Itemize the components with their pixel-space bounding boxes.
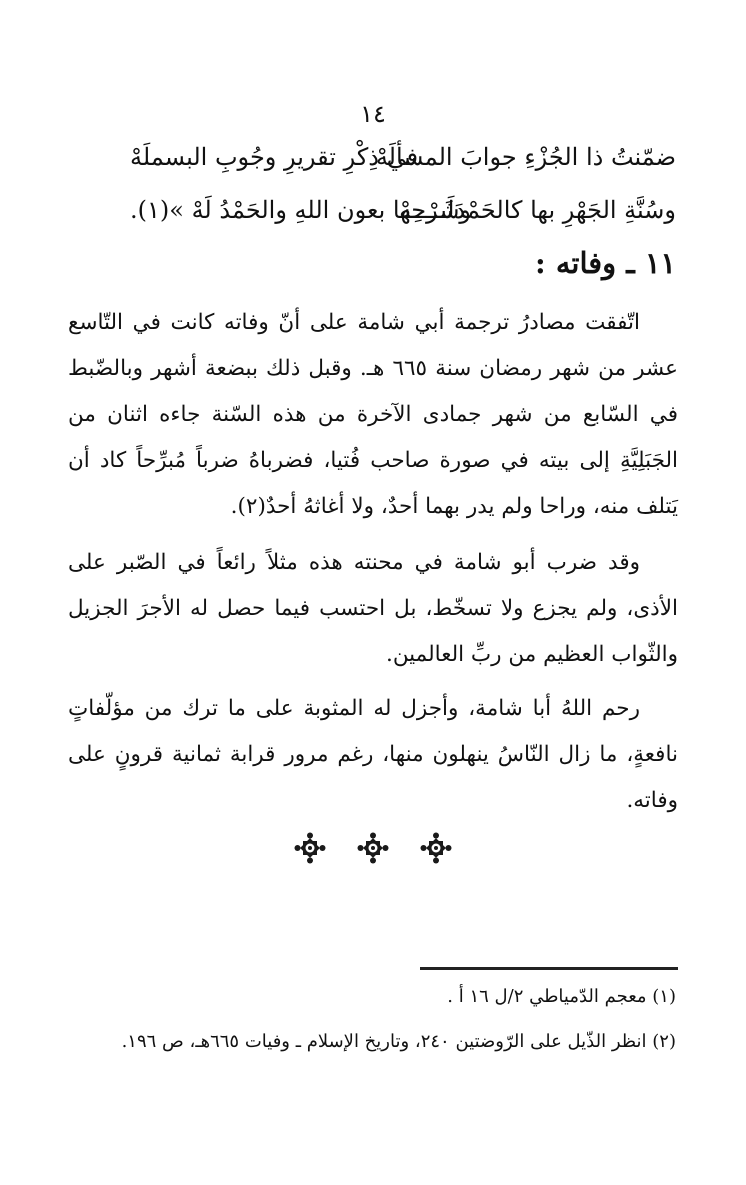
verse-second-hemistich: وشَرْحِها بعون اللهِ والحَمْدُ لَهْ »(١).	[130, 196, 472, 224]
footnote: (٢) انظر الذّيل على الرّوضتين ٢٤٠، وتاريخ الإسلام ـ وفيات ٦٦٥هـ، ص ١٩٦.	[121, 1031, 676, 1052]
section-divider-ornaments	[0, 832, 746, 864]
poem-verse	[70, 196, 676, 236]
body-paragraph: رحم اللهُ أبا شامة، وأجزل له المثوبة على ما ترك من مؤلّفاتٍ نافعةٍ، ما زال النّاسُ ينهلون منها، رغم مرور قرابة ثمانية قرونٍ على وفاته.	[68, 696, 678, 813]
flower-ornament-icon	[420, 832, 452, 864]
verse-second-hemistich: في ذِكْرِ تقريرِ وجُوبِ البسملَهْ	[130, 143, 419, 171]
flower-ornament-icon	[294, 832, 326, 864]
footnote: (١) معجم الدّمياطي ٢/ل ١٦ أ .	[447, 986, 676, 1007]
verse-first-hemistich: وسُنَّةِ الجَهْرِ بها كالحَمْدَلَـــــهْ	[399, 196, 676, 224]
poem-verse	[70, 143, 676, 183]
footnote-separator	[420, 967, 678, 970]
page-number: ١٤	[360, 100, 386, 128]
body-paragraph: اتّفقت مصادرُ ترجمة أبي شامة على أنّ وفاته كانت في التّاسع عشر من شهر رمضان سنة ٦٦٥ هـ. وقبل ذلك ببضعة أشهر وبالضّبط في السّابع من شهر جمادى الآخرة من هذه السّنة جاءه اثنان من الجَبَلِيَّةِ إلى بيته في صورة صاحب فُتيا، فضرباهُ ضرباً مُبرِّحاً كاد أن يَتلف منه، وراحا ولم يدر بهما أحدٌ، ولا أغاثهُ أحدٌ(٢).	[68, 310, 678, 519]
body-paragraph: وقد ضرب أبو شامة في محنته هذه مثلاً رائعاً في الصّبر على الأذى، ولم يجزع ولا تسخّط، بل احتسب فيما حصل له الأجرَ الجزيل والثّواب العظيم من ربِّ العالمين.	[68, 550, 678, 667]
section-heading: ١١ ـ وفاته :	[535, 246, 676, 280]
verse-first-hemistich: ضمّنتُ ذا الجُزْءِ جوابَ المسألَهْ	[375, 143, 676, 171]
flower-ornament-icon	[357, 832, 389, 864]
